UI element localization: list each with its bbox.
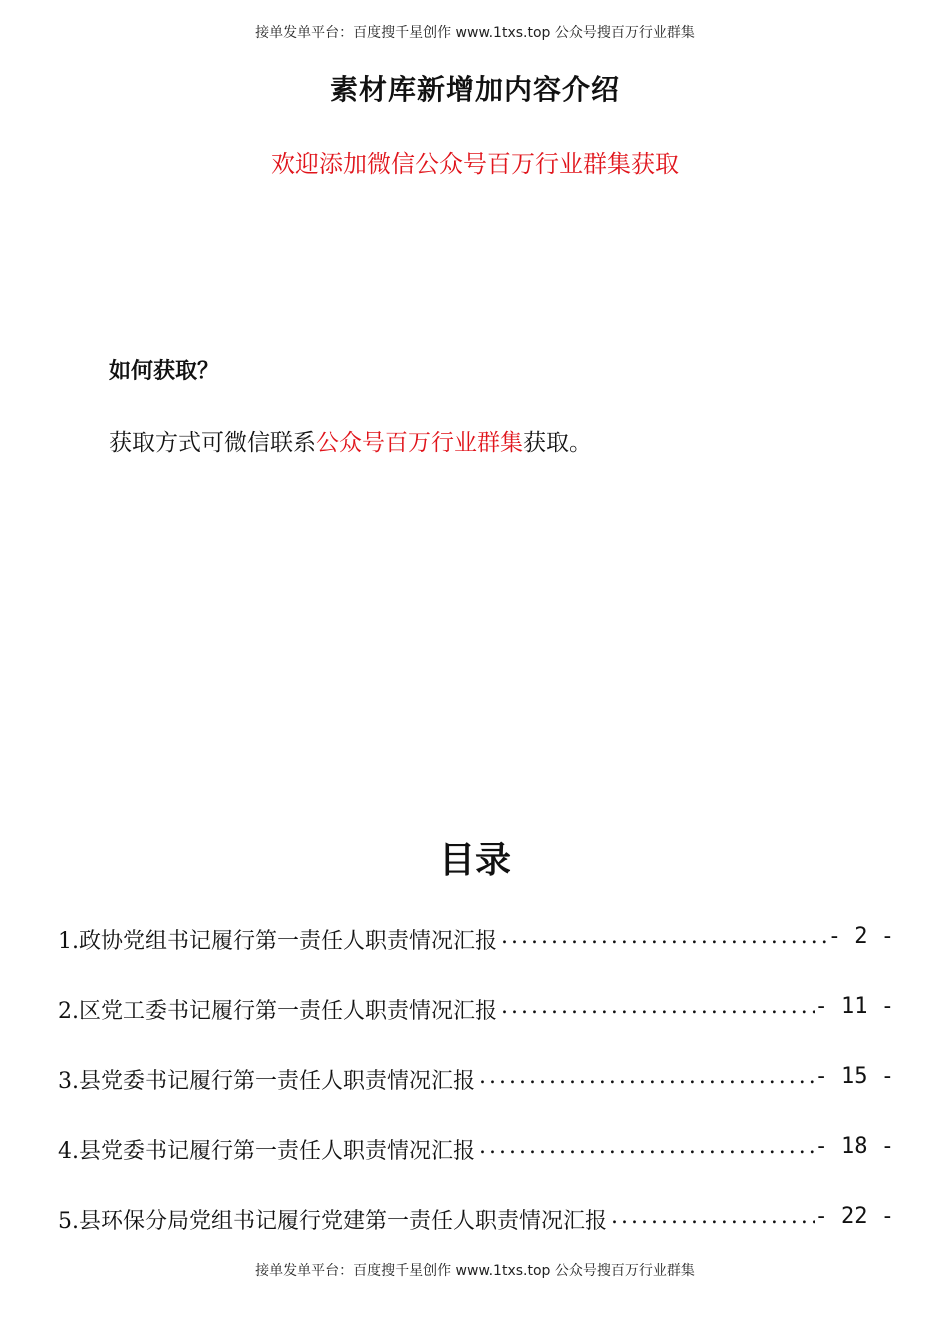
toc-leader-dots xyxy=(475,1134,815,1159)
toc-item-label: 2.区党工委书记履行第一责任人职责情况汇报 xyxy=(58,999,497,1024)
toc-item[interactable] xyxy=(58,924,894,994)
toc-item-page: - 2 - xyxy=(827,924,894,949)
toc-item-page: - 18 - xyxy=(814,1134,894,1159)
howto-text-highlight: 公众号百万行业群集 xyxy=(316,430,523,456)
howto-text xyxy=(109,424,592,457)
howto-heading: 如何获取？ xyxy=(109,359,220,384)
toc-leader-dots xyxy=(497,994,815,1019)
toc-item-label: 1.政协党组书记履行第一责任人职责情况汇报 xyxy=(58,929,497,954)
toc-item-page: - 22 - xyxy=(814,1204,894,1229)
toc-item-page: - 15 - xyxy=(814,1064,894,1089)
document-title: 素材库新增加内容介绍 xyxy=(329,73,620,106)
howto-text-after: 获取。 xyxy=(523,430,592,456)
toc-item-label: 3.县党委书记履行第一责任人职责情况汇报 xyxy=(58,1069,475,1094)
toc-item[interactable] xyxy=(58,1064,894,1134)
toc-item[interactable] xyxy=(58,1134,894,1204)
page-header: 接单发单平台：百度搜千星创作 www.1txs.top 公众号搜百万行业群集 xyxy=(255,25,695,41)
toc-item-label: 5.县环保分局党组书记履行党建第一责任人职责情况汇报 xyxy=(58,1209,607,1234)
howto-text-before: 获取方式可微信联系 xyxy=(109,430,316,456)
toc-title: 目录 xyxy=(438,840,511,881)
toc-item[interactable] xyxy=(58,994,894,1064)
toc-item-page: - 11 - xyxy=(814,994,894,1019)
document-subtitle: 欢迎添加微信公众号百万行业群集获取 xyxy=(271,150,679,178)
page-footer: 接单发单平台：百度搜千星创作 www.1txs.top 公众号搜百万行业群集 xyxy=(255,1263,695,1279)
toc-item-label: 4.县党委书记履行第一责任人职责情况汇报 xyxy=(58,1139,475,1164)
toc-leader-dots xyxy=(497,924,828,949)
table-of-contents xyxy=(58,924,894,1274)
toc-leader-dots xyxy=(607,1204,815,1229)
toc-leader-dots xyxy=(475,1064,815,1089)
